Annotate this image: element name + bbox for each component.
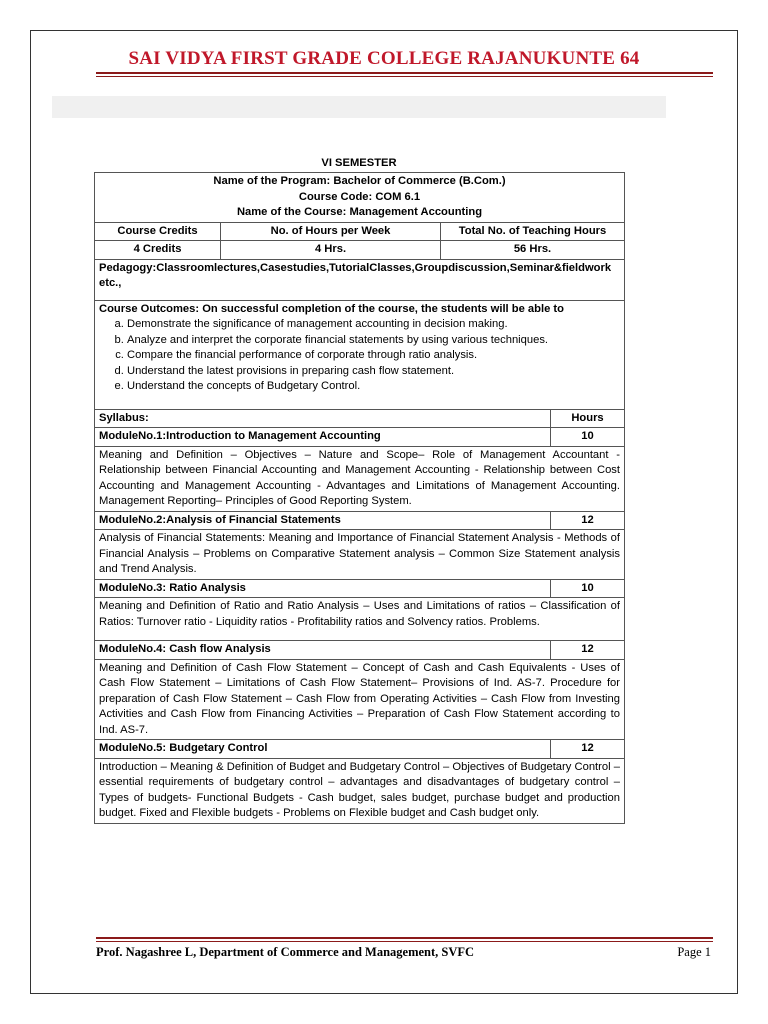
syllabus-label: Syllabus:: [95, 409, 551, 428]
module-content: Introduction – Meaning & Definition of Budget and Budgetary Control – Objectives of Budgetary Control – essential requirements of budgetary control – advantages and disadvantages of budgetary control – Types of budgets- Functional Budgets - Cash budget, sales budget, purchase budget and production budget. Fixed and Flexible budgets - Problems on Flexible budget and Cash budget only.: [95, 758, 625, 823]
hours-week-header: No. of Hours per Week: [221, 222, 441, 241]
module-content-row: [95, 598, 625, 641]
teaching-hours-header: Total No. of Teaching Hours: [441, 222, 625, 241]
syllabus-header-row: [95, 409, 625, 428]
pedagogy: Pedagogy:Classroomlectures,Casestudies,TutorialClasses,Groupdiscussion,Seminar&fieldwork etc.,: [95, 259, 625, 300]
module-hours: 12: [551, 511, 625, 530]
footer-rule-thin: [96, 941, 713, 942]
header-rule: [96, 72, 713, 74]
module-title-row: [95, 740, 625, 759]
outcome-item: d. Understand the latest provisions in preparing cash flow statement.: [127, 364, 620, 380]
module-title: ModuleNo.3: Ratio Analysis: [95, 579, 551, 598]
module-content: Meaning and Definition of Cash Flow Statement – Concept of Cash and Cash Equivalents - Uses of Cash Flow Statement – Limitations of Cash Flow Statement– Provisions of Ind. AS-7. Procedure for preparation of Cash Flow Statement – Cash Flow from Operating Activities – Cash Flow from Investing Activities and Cash Flow from Financing Activities – Preparation of Cash Flow Statement according to Ind. AS-7.: [95, 659, 625, 740]
outcome-item: c. Compare the financial performance of corporate through ratio analysis.: [127, 348, 620, 364]
header-rule-thin: [96, 76, 713, 77]
module-title: ModuleNo.2:Analysis of Financial Statements: [95, 511, 551, 530]
pedagogy-row: [95, 259, 625, 300]
course-code: Course Code: COM 6.1: [298, 190, 421, 203]
semester-heading: VI SEMESTER: [321, 157, 397, 169]
module-title: ModuleNo.1:Introduction to Management Accounting: [95, 428, 551, 447]
module-title-row: [95, 511, 625, 530]
credits-header-row: [95, 222, 625, 241]
course-name: Name of the Course: Management Accounting: [236, 206, 483, 218]
page-number: Page 1: [677, 945, 711, 959]
program-row: [95, 173, 625, 223]
module-content-row: [95, 446, 625, 511]
outcome-item: a. Demonstrate the significance of management accounting in decision making.: [127, 317, 620, 333]
syllabus-block: [94, 155, 624, 824]
hours-label: Hours: [551, 409, 625, 428]
module-title-row: [95, 579, 625, 598]
credits-value-row: [95, 241, 625, 260]
module-content: Meaning and Definition of Ratio and Ratio Analysis – Uses and Limitations of ratios – Classification of Ratios: Turnover ratio - Liquidity ratios - Profitability ratios and Solvency ratios. Problems.: [95, 598, 625, 641]
module-title: ModuleNo.4: Cash flow Analysis: [95, 641, 551, 660]
hours-week-value: 4 Hrs.: [221, 241, 441, 260]
gray-band: [52, 96, 666, 118]
module-title: ModuleNo.5: Budgetary Control: [95, 740, 551, 759]
module-hours: 12: [551, 641, 625, 660]
module-hours: 10: [551, 579, 625, 598]
program-name: Name of the Program: Bachelor of Commerce (B.Com.): [213, 175, 506, 187]
footer-author: Prof. Nagashree L, Department of Commerce and Management, SVFC: [96, 945, 475, 959]
module-content-row: [95, 530, 625, 580]
syllabus-table: [94, 172, 625, 824]
outcomes-row: [95, 300, 625, 409]
module-content: Meaning and Definition – Objectives – Nature and Scope– Role of Management Accountant - Relationship between Financial Accounting and Management Accounting - Relationship between Cost Accounting and Management Accounting - Advantages and Limitations of Management Accounting. Management Reporting– Principles of Good Reporting System.: [95, 446, 625, 511]
module-content-row: [95, 659, 625, 740]
credits-value: 4 Credits: [95, 241, 221, 260]
module-title-row: [95, 428, 625, 447]
outcome-item: b. Analyze and interpret the corporate financial statements by using various techniques.: [127, 333, 620, 349]
teaching-hours-value: 56 Hrs.: [441, 241, 625, 260]
module-title-row: [95, 641, 625, 660]
footer-rule: [96, 937, 713, 939]
outcomes-title: Course Outcomes: On successful completion of the course, the students will be able to: [99, 302, 564, 315]
module-hours: 10: [551, 428, 625, 447]
outcomes-list: [99, 317, 620, 395]
credits-header: Course Credits: [95, 222, 221, 241]
module-content-row: [95, 758, 625, 823]
module-hours: 12: [551, 740, 625, 759]
outcome-item: e. Understand the concepts of Budgetary Control.: [127, 379, 620, 395]
module-content: Analysis of Financial Statements: Meaning and Importance of Financial Statement Analysis - Methods of Financial Analysis – Problems on Comparative Statement analysis – Common Size Statement analysis and Trend Analysis.: [95, 530, 625, 580]
college-title: SAI VIDYA FIRST GRADE COLLEGE RAJANUKUNTE 64: [128, 48, 640, 69]
